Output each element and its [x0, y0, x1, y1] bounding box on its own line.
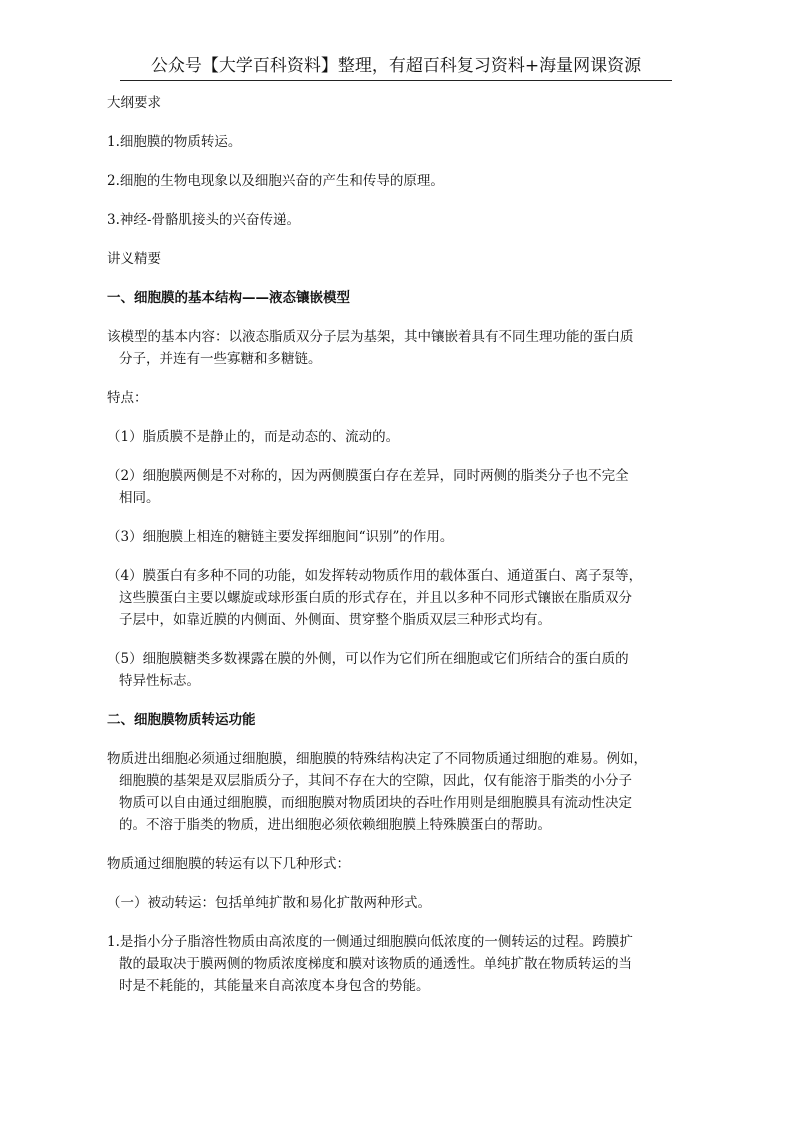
- paragraph-line: 的。不溶于脂类的物质，进出细胞必须依赖细胞膜上特殊膜蛋白的帮助。: [119, 817, 551, 833]
- feature-3: [107, 526, 675, 548]
- paragraph-line: 1.是指小分子脂溶性物质由高浓度的一侧通过细胞膜向低浓度的一侧转运的过程。跨膜扩: [107, 934, 633, 950]
- simple-diffusion-paragraph: [107, 931, 675, 997]
- features-title: 特点：: [107, 390, 148, 406]
- outline-title: 大纲要求: [107, 95, 161, 111]
- paragraph-line: 时是不耗能的，其能量来自高浓度本身包含的势能。: [119, 978, 430, 994]
- section-2-heading: 二、细胞膜物质转运功能: [107, 712, 256, 728]
- section-1-heading: 一、细胞膜的基本结构——液态镶嵌模型: [107, 290, 350, 306]
- paragraph-line: 该模型的基本内容：以液态脂质双分子层为基架，其中镶嵌着具有不同生理功能的蛋白质: [107, 329, 634, 345]
- paragraph-line: 散的最取决于膜两侧的物质浓度梯度和膜对该物质的通透性。单纯扩散在物质转运的当: [119, 956, 632, 972]
- transport-intro-paragraph: [107, 748, 675, 836]
- document-body: [107, 92, 675, 1014]
- header-rule: [120, 80, 672, 81]
- paragraph-line: 分子，并连有一些寡糖和多糖链。: [119, 351, 322, 367]
- passive-transport-title: （一）被动转运：包括单纯扩散和易化扩散两种形式。: [107, 895, 431, 911]
- outline-item-3: 3.神经-骨骼肌接头的兴奋传递。: [107, 212, 300, 228]
- transport-forms: 物质通过细胞膜的转运有以下几种形式：: [107, 856, 350, 872]
- paragraph-line: 特异性标志。: [119, 673, 200, 689]
- paragraph-line: （1）脂质膜不是静止的，而是动态的、流动的。: [107, 429, 400, 445]
- paragraph-line: （2）细胞膜两侧是不对称的，因为两侧膜蛋白存在差异，同时两侧的脂类分子也不完全: [107, 468, 629, 484]
- notes-title: 讲义精要: [107, 251, 161, 267]
- paragraph-line: （4）膜蛋白有多种不同的功能，如发挥转动物质作用的载体蛋白、通道蛋白、离子泵等，: [107, 568, 643, 584]
- paragraph-line: （5）细胞膜糖类多数裸露在膜的外侧，可以作为它们所在细胞或它们所结合的蛋白质的: [107, 651, 629, 667]
- outline-item-1: 1.细胞膜的物质转运。: [107, 134, 242, 150]
- feature-2: [107, 465, 675, 509]
- feature-1: [107, 426, 675, 448]
- feature-4: [107, 565, 675, 631]
- paragraph-line: 细胞膜的基架是双层脂质分子，其间不存在大的空隙，因此，仅有能溶于脂类的小分子: [119, 773, 632, 789]
- model-intro-paragraph: [107, 326, 675, 370]
- outline-item-2: 2.细胞的生物电现象以及细胞兴奋的产生和传导的原理。: [107, 173, 444, 189]
- paragraph-line: 这些膜蛋白主要以螺旋或球形蛋白质的形式存在，并且以多种不同形式镶嵌在脂质双分: [119, 590, 632, 606]
- paragraph-line: 物质进出细胞必须通过细胞膜，细胞膜的特殊结构决定了不同物质通过细胞的难易。例如，: [107, 751, 647, 767]
- feature-5: [107, 648, 675, 692]
- paragraph-line: （3）细胞膜上相连的糖链主要发挥细胞间“识别”的作用。: [107, 529, 454, 545]
- paragraph-line: 相同。: [119, 490, 160, 506]
- paragraph-line: 子层中，如靠近膜的内侧面、外侧面、贯穿整个脂质双层三种形式均有。: [119, 612, 551, 628]
- paragraph-line: 物质可以自由通过细胞膜，而细胞膜对物质团块的吞吐作用则是细胞膜具有流动性决定: [119, 795, 632, 811]
- page-header: [120, 54, 672, 80]
- header-text: 公众号【大学百科资料】整理，有超百科复习资料+海量网课资源: [150, 56, 642, 76]
